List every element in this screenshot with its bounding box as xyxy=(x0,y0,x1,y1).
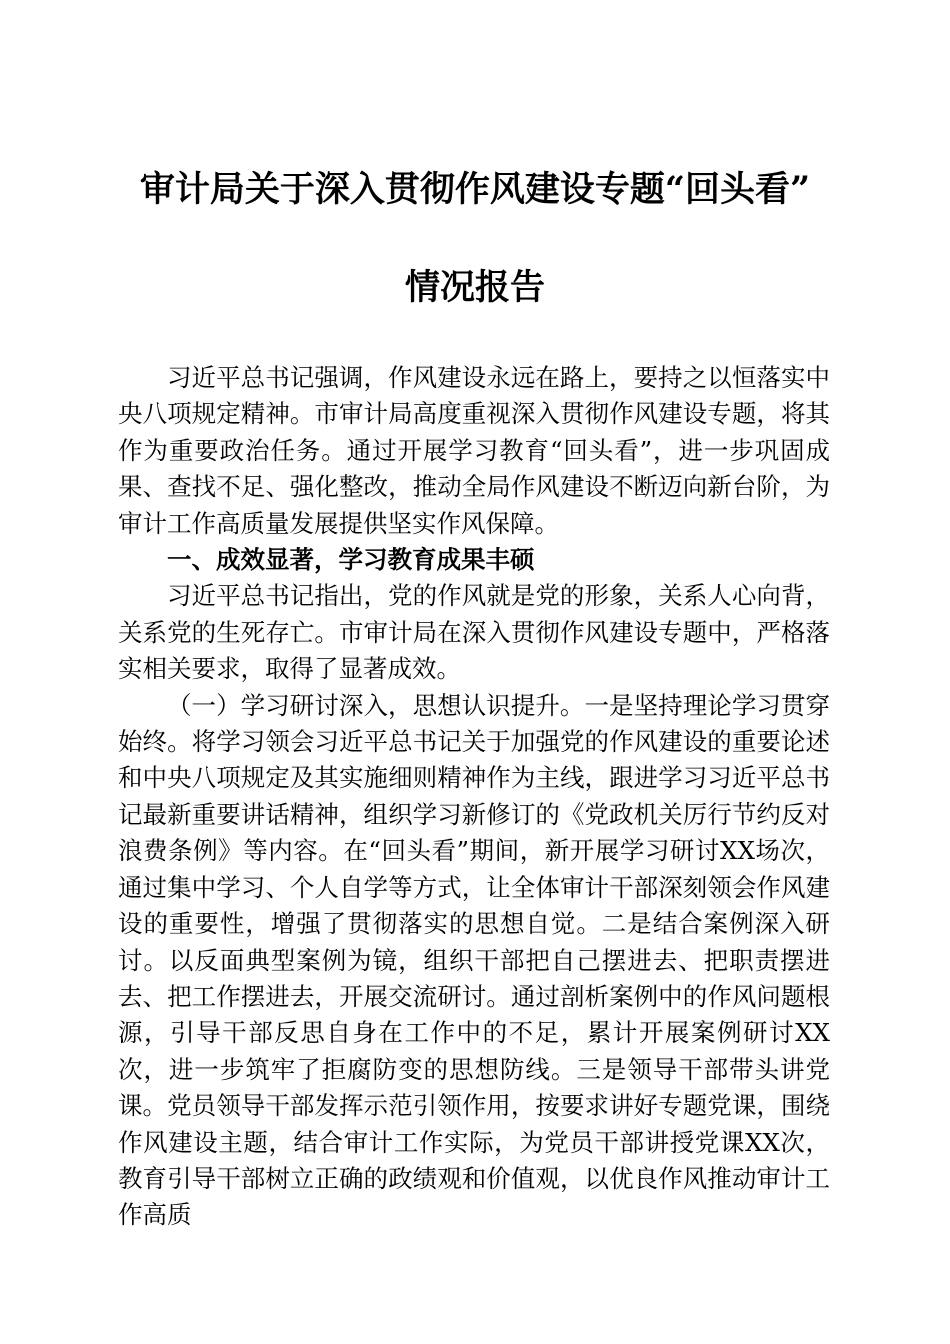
document-body xyxy=(118,360,830,1234)
intro-paragraph: 习近平总书记强调，作风建设永远在路上，要持之以恒落实中央八项规定精神。市审计局高度重视深入贯彻作风建设专题，将其作为重要政治任务。通过开展学习教育“回头看”，进一步巩固成果、查找不足、强化整改，推动全局作风建设不断迈向新台阶，为审计工作高质量发展提供坚实作风保障。 xyxy=(118,363,830,538)
subsection-1-paragraph: （一）学习研讨深入，思想认识提升。一是坚持理论学习贯穿始终。将学习领会习近平总书记关于加强党的作风建设的重要论述和中央八项规定及其实施细则精神作为主线，跟进学习习近平总书记最新重要讲话精神，组织学习新修订的《党政机关厉行节约反对浪费条例》等内容。在“回头看”期间，新开展学习研讨XX场次，通过集中学习、个人自学等方式，让全体审计干部深刻领会作风建设的重要性，增强了贯彻落实的思想自觉。二是结合案例深入研讨。以反面典型案例为镜，组织干部把自己摆进去、把职责摆进去、把工作摆进去，开展交流研讨。通过剖析案例中的作风问题根源，引导干部反思自身在工作中的不足，累计开展案例研讨XX次，进一步筑牢了拒腐防变的思想防线。三是领导干部带头讲党课。党员领导干部发挥示范引领作用，按要求讲好专题党课，围绕作风建设主题，结合审计工作实际，为党员干部讲授党课XX次，教育引导干部树立正确的政绩观和价值观，以优良作风推动审计工作高质 xyxy=(118,690,830,1230)
section-1-intro-paragraph: 习近平总书记指出，党的作风就是党的形象，关系人心向背，关系党的生死存亡。市审计局在深入贯彻作风建设专题中，严格落实相关要求，取得了显著成效。 xyxy=(118,581,830,684)
document-title-line-2: 情况报告 xyxy=(404,267,545,308)
section-heading-1: 一、成效显著，学习教育成果丰硕 xyxy=(167,545,535,575)
document-title-line-1: 审计局关于深入贯彻作风建设专题“回头看” xyxy=(139,169,811,210)
